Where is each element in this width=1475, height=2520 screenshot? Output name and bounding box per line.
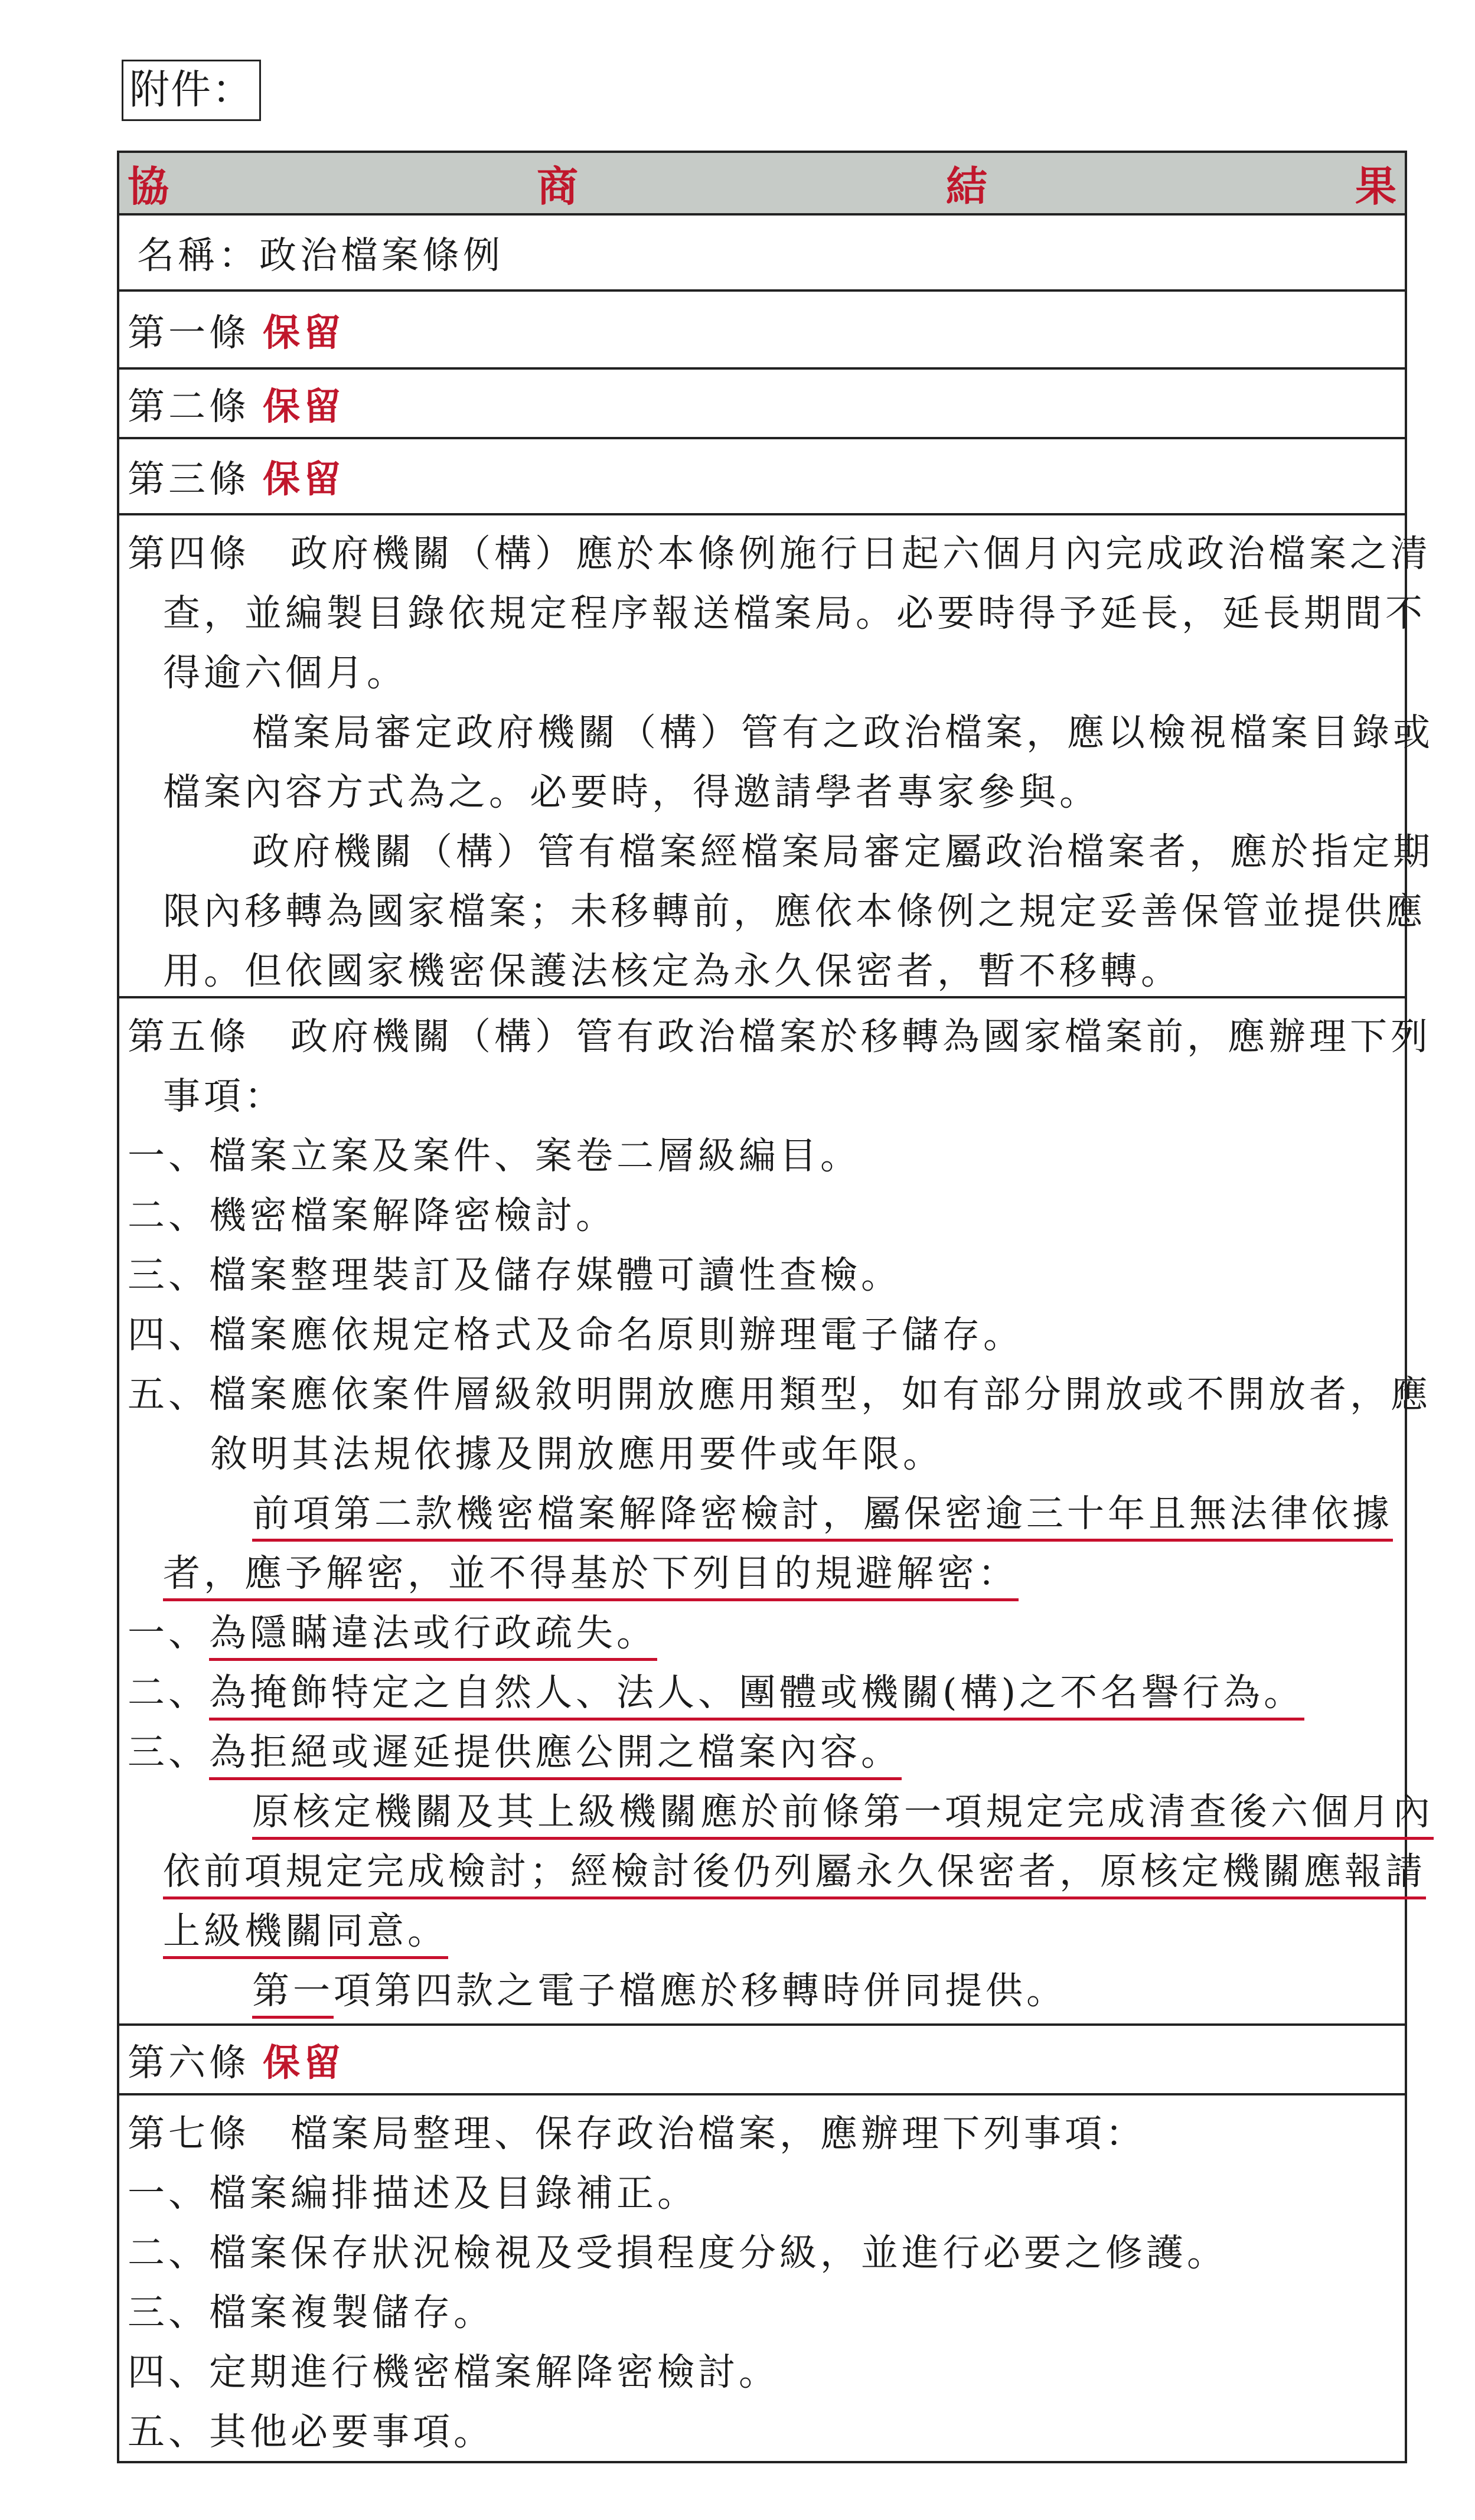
text-segment: 檔案內容方式為之。必要時，得邀請學者專家參與。: [163, 771, 1100, 814]
table-header: [119, 153, 1405, 213]
text-segment: 第七條 檔案局整理、保存政治檔案，應辦理下列事項：: [128, 2112, 1146, 2155]
text-segment: 敘明其法規依據及開放應用要件或年限。: [210, 1432, 944, 1476]
reserved-status: 保留: [263, 384, 344, 428]
underlined-amendment-text: 為掩飾特定之自然人、法人、團體或機關(構)之不名譽行為。: [209, 1671, 1304, 1721]
reserved-status: 保留: [263, 310, 344, 354]
text-line: [128, 882, 1426, 941]
text-line: [128, 643, 1405, 703]
article-label: 第六條: [128, 2041, 250, 2084]
underlined-amendment-text: 原核定機關及其上級機關應於前條第一項規定完成清查後六個月內: [252, 1790, 1434, 1840]
text-segment: 事項：: [163, 1075, 285, 1118]
text-segment: 查，並編製目錄依規定程序報送檔案局。必要時得予延長，延長期間不: [163, 592, 1426, 635]
text-line: [128, 1365, 1431, 1424]
underlined-amendment-text: 依前項規定完成檢討；經檢討後仍列屬永久保密者，原核定機關應報請: [163, 1850, 1426, 1899]
article-row-7: [119, 2093, 1405, 2461]
text-segment: 用。但依國家機密保護法核定為永久保密者，暫不移轉。: [163, 949, 1182, 993]
text-line: [128, 2342, 1405, 2402]
text-segment: 一、檔案立案及案件、案卷二層級編目。: [128, 1134, 861, 1177]
underlined-amendment-text: 為拒絕或遲延提供應公開之檔案內容。: [209, 1731, 902, 1780]
text-segment: 項第四款之電子檔應於移轉時併同提供。: [334, 1969, 1067, 2012]
underlined-amendment-text: 上級機關同意。: [163, 1909, 448, 1959]
underlined-amendment-text: 前項第二款機密檔案解降密檢討，屬保密逾三十年且無法律依據: [252, 1492, 1393, 1542]
article-row-2: [119, 367, 1405, 437]
text-segment: 四、檔案應依規定格式及命名原則辦理電子儲存。: [128, 1313, 1024, 1356]
header-char: 商: [537, 161, 578, 211]
article-row-3: [119, 437, 1405, 513]
text-line: [128, 941, 1405, 1001]
reserved-status: 保留: [263, 457, 344, 501]
text-line: [128, 1066, 1405, 1126]
text-segment: 一、: [128, 1611, 209, 1654]
text-segment: 第四條 政府機關（構）應於本條例施行日起六個月內完成政治檔案之清: [128, 532, 1431, 575]
text-line: [128, 524, 1431, 583]
text-segment: 三、檔案整理裝訂及儲存媒體可讀性查檢。: [128, 1254, 902, 1297]
text-segment: 二、檔案保存狀況檢視及受損程度分級，並進行必要之修護。: [128, 2231, 1228, 2274]
text-line: [128, 1603, 1405, 1663]
text-line: [128, 1782, 1434, 1842]
article-row-5: [119, 996, 1434, 2023]
name-row: [119, 213, 1405, 289]
text-segment: 得逾六個月。: [163, 651, 407, 694]
text-line: [128, 1424, 1405, 1484]
text-line: [128, 1126, 1405, 1186]
text-segment: 三、檔案複製儲存。: [128, 2291, 494, 2334]
text-segment: 限內移轉為國家檔案；未移轉前，應依本條例之規定妥善保管並提供應: [163, 890, 1426, 933]
text-line: [128, 1245, 1405, 1305]
text-line: [128, 2104, 1405, 2163]
regulation-name: 名稱：政治檔案條例: [137, 234, 504, 277]
article-label: 第一條: [128, 311, 250, 354]
text-line: [128, 1663, 1405, 1722]
article-label: 第二條: [128, 384, 250, 428]
text-line: [128, 1961, 1405, 2020]
article-label: 第三條: [128, 458, 250, 501]
article-row-4: [119, 513, 1434, 996]
reserved-status: 保留: [263, 2040, 344, 2084]
text-segment: 四、定期進行機密檔案解降密檢討。: [128, 2351, 779, 2394]
text-segment: 二、: [128, 1671, 209, 1714]
text-line: [128, 1842, 1426, 1901]
underlined-amendment-text: 第一: [252, 1969, 334, 2019]
attachment-label: 附件：: [122, 60, 261, 121]
text-line: [128, 1901, 1405, 1961]
text-line: [128, 2402, 1405, 2462]
text-line: [128, 1007, 1431, 1066]
negotiation-results-table: [117, 151, 1434, 2463]
text-segment: 一、檔案編排描述及目錄補正。: [128, 2172, 698, 2215]
article-row-1: [119, 289, 1405, 367]
header-char: 果: [1355, 161, 1396, 211]
text-segment: 政府機關（構）管有檔案經檔案局審定屬政治檔案者，應於指定期: [252, 830, 1434, 873]
text-line: [128, 1484, 1405, 1543]
text-segment: 二、機密檔案解降密檢討。: [128, 1194, 616, 1237]
text-line: [128, 2223, 1405, 2283]
text-segment: 五、檔案應依案件層級敘明開放應用類型，如有部分開放或不開放者，應: [128, 1373, 1431, 1416]
text-line: [128, 703, 1434, 762]
text-line: [128, 822, 1434, 882]
underlined-amendment-text: 者，應予解密，並不得基於下列目的規避解密：: [163, 1552, 1019, 1601]
article-row-6: [119, 2023, 1405, 2093]
text-line: [128, 762, 1405, 822]
text-segment: 檔案局審定政府機關（構）管有之政治檔案，應以檢視檔案目錄或: [252, 711, 1434, 754]
text-line: [128, 2163, 1405, 2223]
text-segment: 五、其他必要事項。: [128, 2410, 494, 2453]
text-line: [128, 1543, 1405, 1603]
text-line: [128, 1186, 1405, 1245]
text-segment: 三、: [128, 1731, 209, 1774]
underlined-amendment-text: 為隱瞞違法或行政疏失。: [209, 1611, 657, 1661]
text-line: [128, 583, 1426, 643]
header-char: 協: [128, 161, 169, 211]
header-char: 結: [946, 161, 987, 211]
text-line: [128, 2283, 1405, 2342]
text-segment: 第五條 政府機關（構）管有政治檔案於移轉為國家檔案前，應辦理下列: [128, 1015, 1431, 1058]
text-line: [128, 1722, 1405, 1782]
text-line: [128, 1305, 1405, 1365]
